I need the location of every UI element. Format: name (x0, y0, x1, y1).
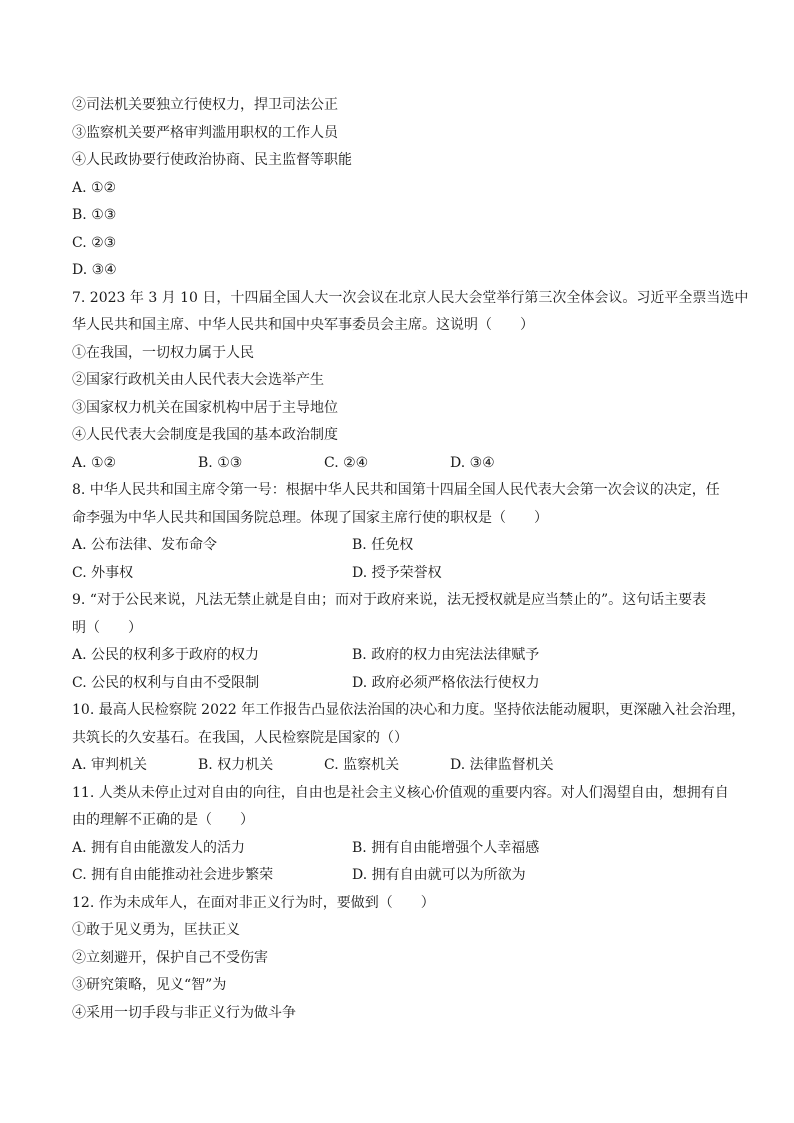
option-d: D. ③④ (72, 262, 117, 278)
question-stem: 由的理解不正确的是（ ） (72, 812, 254, 828)
options-row (72, 450, 732, 478)
options-row (72, 560, 732, 588)
statement: ②司法机关要独立行使权力，捍卫司法公正 (72, 97, 338, 113)
option-c: C. 公民的权利与自由不受限制 (72, 674, 260, 691)
statement: ①敢于见义勇为，匡扶正义 (72, 922, 240, 938)
question-8 (72, 477, 732, 587)
question-stem: 共筑长的久安基石。在我国，人民检察院是国家的（） (72, 729, 408, 746)
option-d: D. 法律监督机关 (450, 757, 554, 773)
statement: ①在我国，一切权力属于人民 (72, 344, 254, 361)
options-row (72, 862, 732, 890)
question-stem: 明（ ） (72, 619, 142, 636)
question-stem: 10. 最高人民检察院 2022 年工作报告凸显依法治国的决心和力度。坚持依法能动履职，更深融入社会治理， (72, 702, 746, 718)
question-7 (72, 285, 749, 478)
statement: ②国家行政机关由人民代表大会选举产生 (72, 372, 324, 388)
statement: ④人民代表大会制度是我国的基本政治制度 (72, 427, 338, 443)
statement: ②立刻避开，保护自己不受伤害 (72, 949, 268, 966)
option-c: C. 监察机关 (324, 757, 400, 773)
question-stem: 9. “对于公民来说，凡法无禁止就是自由；而对于政府来说，法无授权就是应当禁止的”。这句话主要表 (72, 592, 707, 608)
option-d: D. ③④ (450, 454, 495, 471)
option-b: B. 权力机关 (198, 757, 274, 773)
statement: ③监察机关要严格审判滥用职权的工作人员 (72, 124, 338, 141)
question-stem: 命李强为中华人民共和国国务院总理。体现了国家主席行使的职权是（ ） (72, 509, 548, 526)
options-row (72, 835, 732, 863)
option-a: A. 拥有自由能激发人的活力 (72, 839, 246, 856)
option-c: C. ②④ (324, 454, 369, 471)
exam-page (72, 92, 749, 1027)
option-a: A. 公布法律、发布命令 (72, 537, 218, 553)
options-row (72, 752, 732, 780)
option-c: C. ②③ (72, 234, 117, 251)
question-12 (72, 890, 732, 1028)
question-stem: 11. 人类从未停止过对自由的向往，自由也是社会主义核心价值观的重要内容。对人们渴望自由，想拥有自 (72, 784, 729, 801)
options-row (72, 532, 732, 560)
options-row (72, 642, 732, 670)
option-b: B. 拥有自由能增强个人幸福感 (352, 839, 540, 856)
question-11 (72, 780, 732, 890)
question-9 (72, 587, 732, 697)
option-c: C. 外事权 (72, 564, 134, 581)
question-10 (72, 697, 746, 780)
option-b: B. ①③ (198, 454, 243, 471)
options-row (72, 670, 732, 698)
option-d: D. 政府必须严格依法行使权力 (352, 674, 540, 691)
option-d: D. 授予荣誉权 (352, 564, 442, 581)
question-stem: 7. 2023 年 3 月 10 日，十四届全国人大一次会议在北京人民大会堂举行第三次全体会议。习近平全票当选中 (72, 289, 749, 306)
option-a: A. ①② (72, 179, 117, 196)
question-stem: 8. 中华人民共和国主席令第一号：根据中华人民共和国第十四届全国人民代表大会第一次会议的决定，任 (72, 482, 720, 498)
statement: ③国家权力机关在国家机构中居于主导地位 (72, 399, 338, 416)
statement: ③研究策略，见义“智”为 (72, 977, 227, 993)
option-d: D. 拥有自由就可以为所欲为 (352, 867, 526, 883)
option-b: B. 任免权 (352, 537, 414, 553)
option-a: A. ①② (72, 454, 117, 471)
option-a: A. 公民的权利多于政府的权力 (72, 647, 260, 663)
option-c: C. 拥有自由能推动社会进步繁荣 (72, 867, 274, 883)
statement: ④人民政协要行使政治协商、民主监督等职能 (72, 152, 352, 168)
question-stem: 华人民共和国主席、中华人民共和国中央军事委员会主席。这说明（ ） (72, 317, 534, 333)
question-6 (72, 92, 732, 285)
option-a: A. 审判机关 (72, 757, 148, 773)
option-b: B. ①③ (72, 207, 117, 223)
option-b: B. 政府的权力由宪法法律赋予 (352, 647, 540, 663)
question-stem: 12. 作为未成年人，在面对非正义行为时，要做到（ ） (72, 894, 435, 911)
statement: ④采用一切手段与非正义行为做斗争 (72, 1004, 296, 1021)
